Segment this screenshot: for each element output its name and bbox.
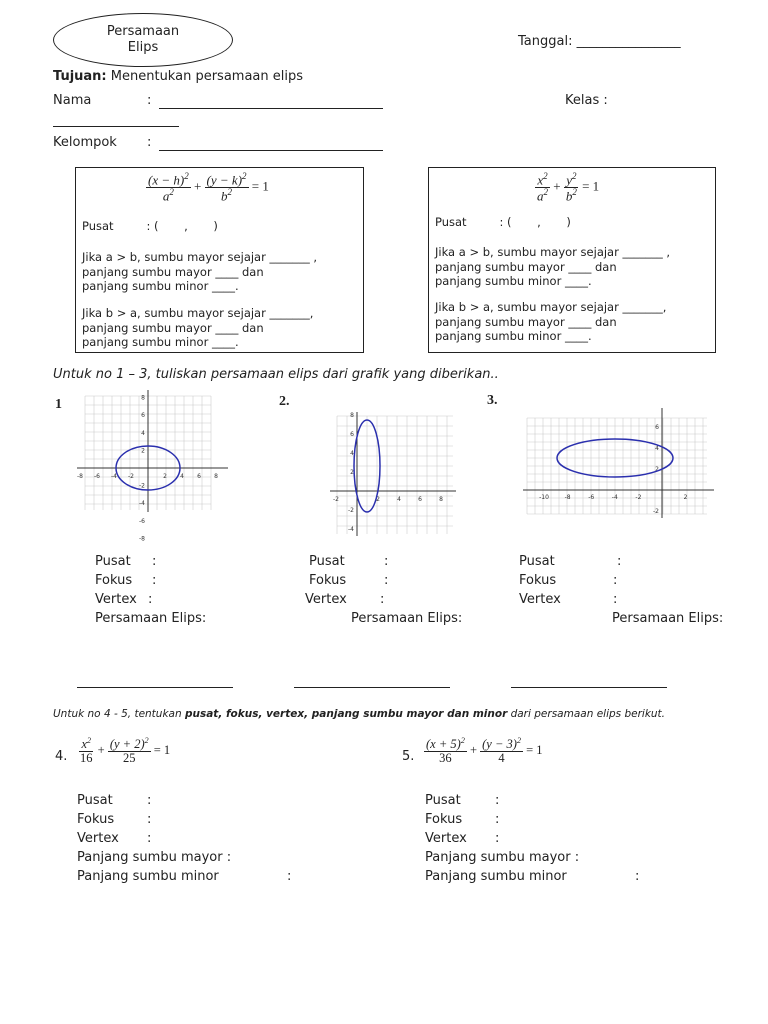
tick-label: -8 bbox=[77, 473, 83, 480]
g1-vertex-label: Vertex bbox=[95, 592, 137, 607]
graph-2 bbox=[328, 410, 460, 540]
problem-4-equation: $\frac{x^2}{16}$ + $\frac{(y + 2)^2}{25}$ = 1 bbox=[80, 736, 171, 766]
goal-label: Tujuan: bbox=[53, 69, 107, 84]
answer-line-3[interactable] bbox=[511, 687, 667, 688]
title-line-2: Elips bbox=[127, 40, 159, 55]
graph-3-tick-labels bbox=[539, 424, 688, 515]
g1-pusat-label: Pusat bbox=[95, 554, 131, 569]
goal-text: Menentukan persamaan elips bbox=[110, 69, 303, 84]
tick-label: 6 bbox=[655, 424, 659, 431]
g3-fokus-label: Fokus bbox=[519, 573, 557, 588]
tick-label: 2 bbox=[350, 469, 354, 476]
p4-fokus-colon: : bbox=[147, 812, 152, 827]
tick-label: -4 bbox=[348, 526, 354, 533]
tick-label: 2 bbox=[655, 466, 659, 473]
g2-persamaan-label: Persamaan Elips: bbox=[351, 611, 463, 626]
class-label: Kelas : bbox=[565, 93, 608, 108]
tick-label: 4 bbox=[655, 445, 659, 452]
left-case-2: Jika b > a, sumbu mayor sejajar _______, panjang sumbu mayor ____ dan panjang sumbu minor ____. bbox=[82, 306, 314, 349]
p4-mayor-label: Panjang sumbu mayor : bbox=[77, 850, 232, 865]
p5-vertex-colon: : bbox=[495, 831, 500, 846]
tick-label: 2 bbox=[376, 496, 380, 503]
g2-fokus-label: Fokus bbox=[309, 573, 347, 588]
p4-fokus-label: Fokus bbox=[77, 812, 115, 827]
p4-vertex-label: Vertex bbox=[77, 831, 119, 846]
tick-label: -6 bbox=[94, 473, 100, 480]
p5-mayor-label: Panjang sumbu mayor : bbox=[425, 850, 580, 865]
graph-2-tick-labels bbox=[333, 412, 443, 533]
tick-label: -8 bbox=[564, 494, 571, 501]
tick-label: 2 bbox=[141, 447, 145, 455]
tick-label: -4 bbox=[139, 500, 145, 508]
g2-pusat-label: Pusat bbox=[309, 554, 345, 569]
p5-minor-label: Panjang sumbu minor bbox=[425, 869, 567, 884]
tick-label: 6 bbox=[418, 496, 422, 503]
g1-fokus-colon: : bbox=[152, 573, 157, 588]
tick-label: 6 bbox=[350, 431, 354, 438]
tick-label: -10 bbox=[539, 494, 549, 501]
left-pusat: Pusat : ( , ) bbox=[82, 219, 218, 233]
group-label: Kelompok bbox=[53, 135, 117, 150]
g1-pusat-colon: : bbox=[152, 554, 157, 569]
g2-vertex-label: Vertex bbox=[305, 592, 347, 607]
tick-label: -8 bbox=[139, 535, 145, 543]
general-formula: $\frac{(x - h)^2}{a^2}$ + $\frac{(y - k)^2}{b^2}$ = 1 bbox=[148, 171, 269, 204]
g1-persamaan-label: Persamaan Elips: bbox=[95, 611, 207, 626]
name-field[interactable] bbox=[159, 93, 383, 109]
answer-line-1[interactable] bbox=[77, 687, 233, 688]
g3-pusat-label: Pusat bbox=[519, 554, 555, 569]
tick-label: 8 bbox=[141, 394, 145, 402]
tick-label: -4 bbox=[611, 494, 618, 501]
g2-fokus-colon: : bbox=[384, 573, 389, 588]
group-field[interactable] bbox=[159, 135, 383, 151]
general-form-box bbox=[75, 167, 364, 353]
p5-pusat-label: Pusat bbox=[425, 793, 461, 808]
g3-vertex-colon: : bbox=[613, 592, 618, 607]
problem-5-number: 5. bbox=[402, 749, 415, 764]
tick-label: -2 bbox=[139, 482, 145, 490]
p5-fokus-colon: : bbox=[495, 812, 500, 827]
g3-persamaan-label: Persamaan Elips: bbox=[612, 611, 724, 626]
goal-row bbox=[53, 69, 303, 84]
tick-label: -2 bbox=[653, 508, 659, 515]
tick-label: -4 bbox=[111, 473, 117, 480]
instruction-equations: Untuk no 4 - 5, tentukan pusat, fokus, vertex, panjang sumbu mayor dan minor dari persamaan elips berikut. bbox=[53, 708, 666, 720]
tick-label: 8 bbox=[214, 473, 218, 480]
problem-4-number: 4. bbox=[55, 749, 68, 764]
p4-pusat-colon: : bbox=[147, 793, 152, 808]
class-field[interactable] bbox=[53, 111, 179, 127]
p4-minor-colon: : bbox=[287, 869, 292, 884]
tick-label: -2 bbox=[348, 507, 354, 514]
problem-5-equation: $\frac{(x + 5)^2}{36}$ + $\frac{(y - 3)^2}{4}$ = 1 bbox=[426, 736, 543, 766]
graph-number-2: 2. bbox=[279, 394, 290, 409]
group-colon: : bbox=[147, 135, 152, 150]
g3-vertex-label: Vertex bbox=[519, 592, 561, 607]
tick-label: -2 bbox=[128, 473, 134, 480]
p4-vertex-colon: : bbox=[147, 831, 152, 846]
tick-label: 4 bbox=[350, 450, 354, 457]
p5-vertex-label: Vertex bbox=[425, 831, 467, 846]
name-label: Nama bbox=[53, 93, 92, 108]
tick-label: -6 bbox=[588, 494, 595, 501]
title-oval bbox=[53, 13, 233, 67]
left-case-1: Jika a > b, sumbu mayor sejajar _______ , panjang sumbu mayor ____ dan panjang sumbu minor ____. bbox=[82, 250, 318, 293]
tick-label: -2 bbox=[333, 496, 339, 503]
p5-pusat-colon: : bbox=[495, 793, 500, 808]
tick-label: 6 bbox=[141, 412, 145, 420]
p5-minor-colon: : bbox=[635, 869, 640, 884]
right-pusat: Pusat : ( , ) bbox=[435, 215, 571, 229]
tick-label: 4 bbox=[180, 473, 184, 480]
standard-formula: $\frac{x^2}{a^2}$ + $\frac{y^2}{b^2}$ = 1 bbox=[537, 171, 600, 204]
answer-line-2[interactable] bbox=[294, 687, 450, 688]
g1-fokus-label: Fokus bbox=[95, 573, 133, 588]
tick-label: 8 bbox=[350, 412, 354, 419]
g2-vertex-colon: : bbox=[380, 592, 385, 607]
title-line-1: Persamaan bbox=[106, 24, 180, 39]
tick-label: 2 bbox=[683, 494, 688, 501]
graph-1-axes bbox=[77, 390, 228, 512]
p4-pusat-label: Pusat bbox=[77, 793, 113, 808]
g1-vertex-colon: : bbox=[148, 592, 153, 607]
graph-number-1: 1 bbox=[55, 397, 62, 412]
graph-1 bbox=[70, 386, 232, 543]
graph-number-3: 3. bbox=[487, 393, 498, 408]
right-case-2: Jika b > a, sumbu mayor sejajar _______, panjang sumbu mayor ____ dan panjang sumbu minor ____. bbox=[435, 300, 667, 343]
tick-label: -6 bbox=[139, 517, 145, 525]
standard-form-box bbox=[428, 167, 716, 353]
graph-3-axes bbox=[523, 408, 714, 518]
tick-label: 4 bbox=[397, 496, 401, 503]
tick-label: 4 bbox=[141, 429, 145, 437]
instruction-graphs: Untuk no 1 – 3, tuliskan persamaan elips dari grafik yang diberikan.. bbox=[53, 367, 499, 382]
tick-label: 2 bbox=[163, 473, 167, 480]
tick-label: 8 bbox=[439, 496, 443, 503]
name-colon: : bbox=[147, 93, 152, 108]
graph-3 bbox=[521, 406, 717, 521]
g3-pusat-colon: : bbox=[617, 554, 622, 569]
p5-fokus-label: Fokus bbox=[425, 812, 463, 827]
right-case-1: Jika a > b, sumbu mayor sejajar _______ , panjang sumbu mayor ____ dan panjang sumbu minor ____. bbox=[435, 245, 671, 288]
tick-label: 6 bbox=[197, 473, 201, 480]
date-field[interactable]: Tanggal: ________________ bbox=[518, 34, 681, 49]
p4-minor-label: Panjang sumbu minor bbox=[77, 869, 219, 884]
g3-fokus-colon: : bbox=[613, 573, 618, 588]
tick-label: -2 bbox=[635, 494, 642, 501]
g2-pusat-colon: : bbox=[384, 554, 389, 569]
